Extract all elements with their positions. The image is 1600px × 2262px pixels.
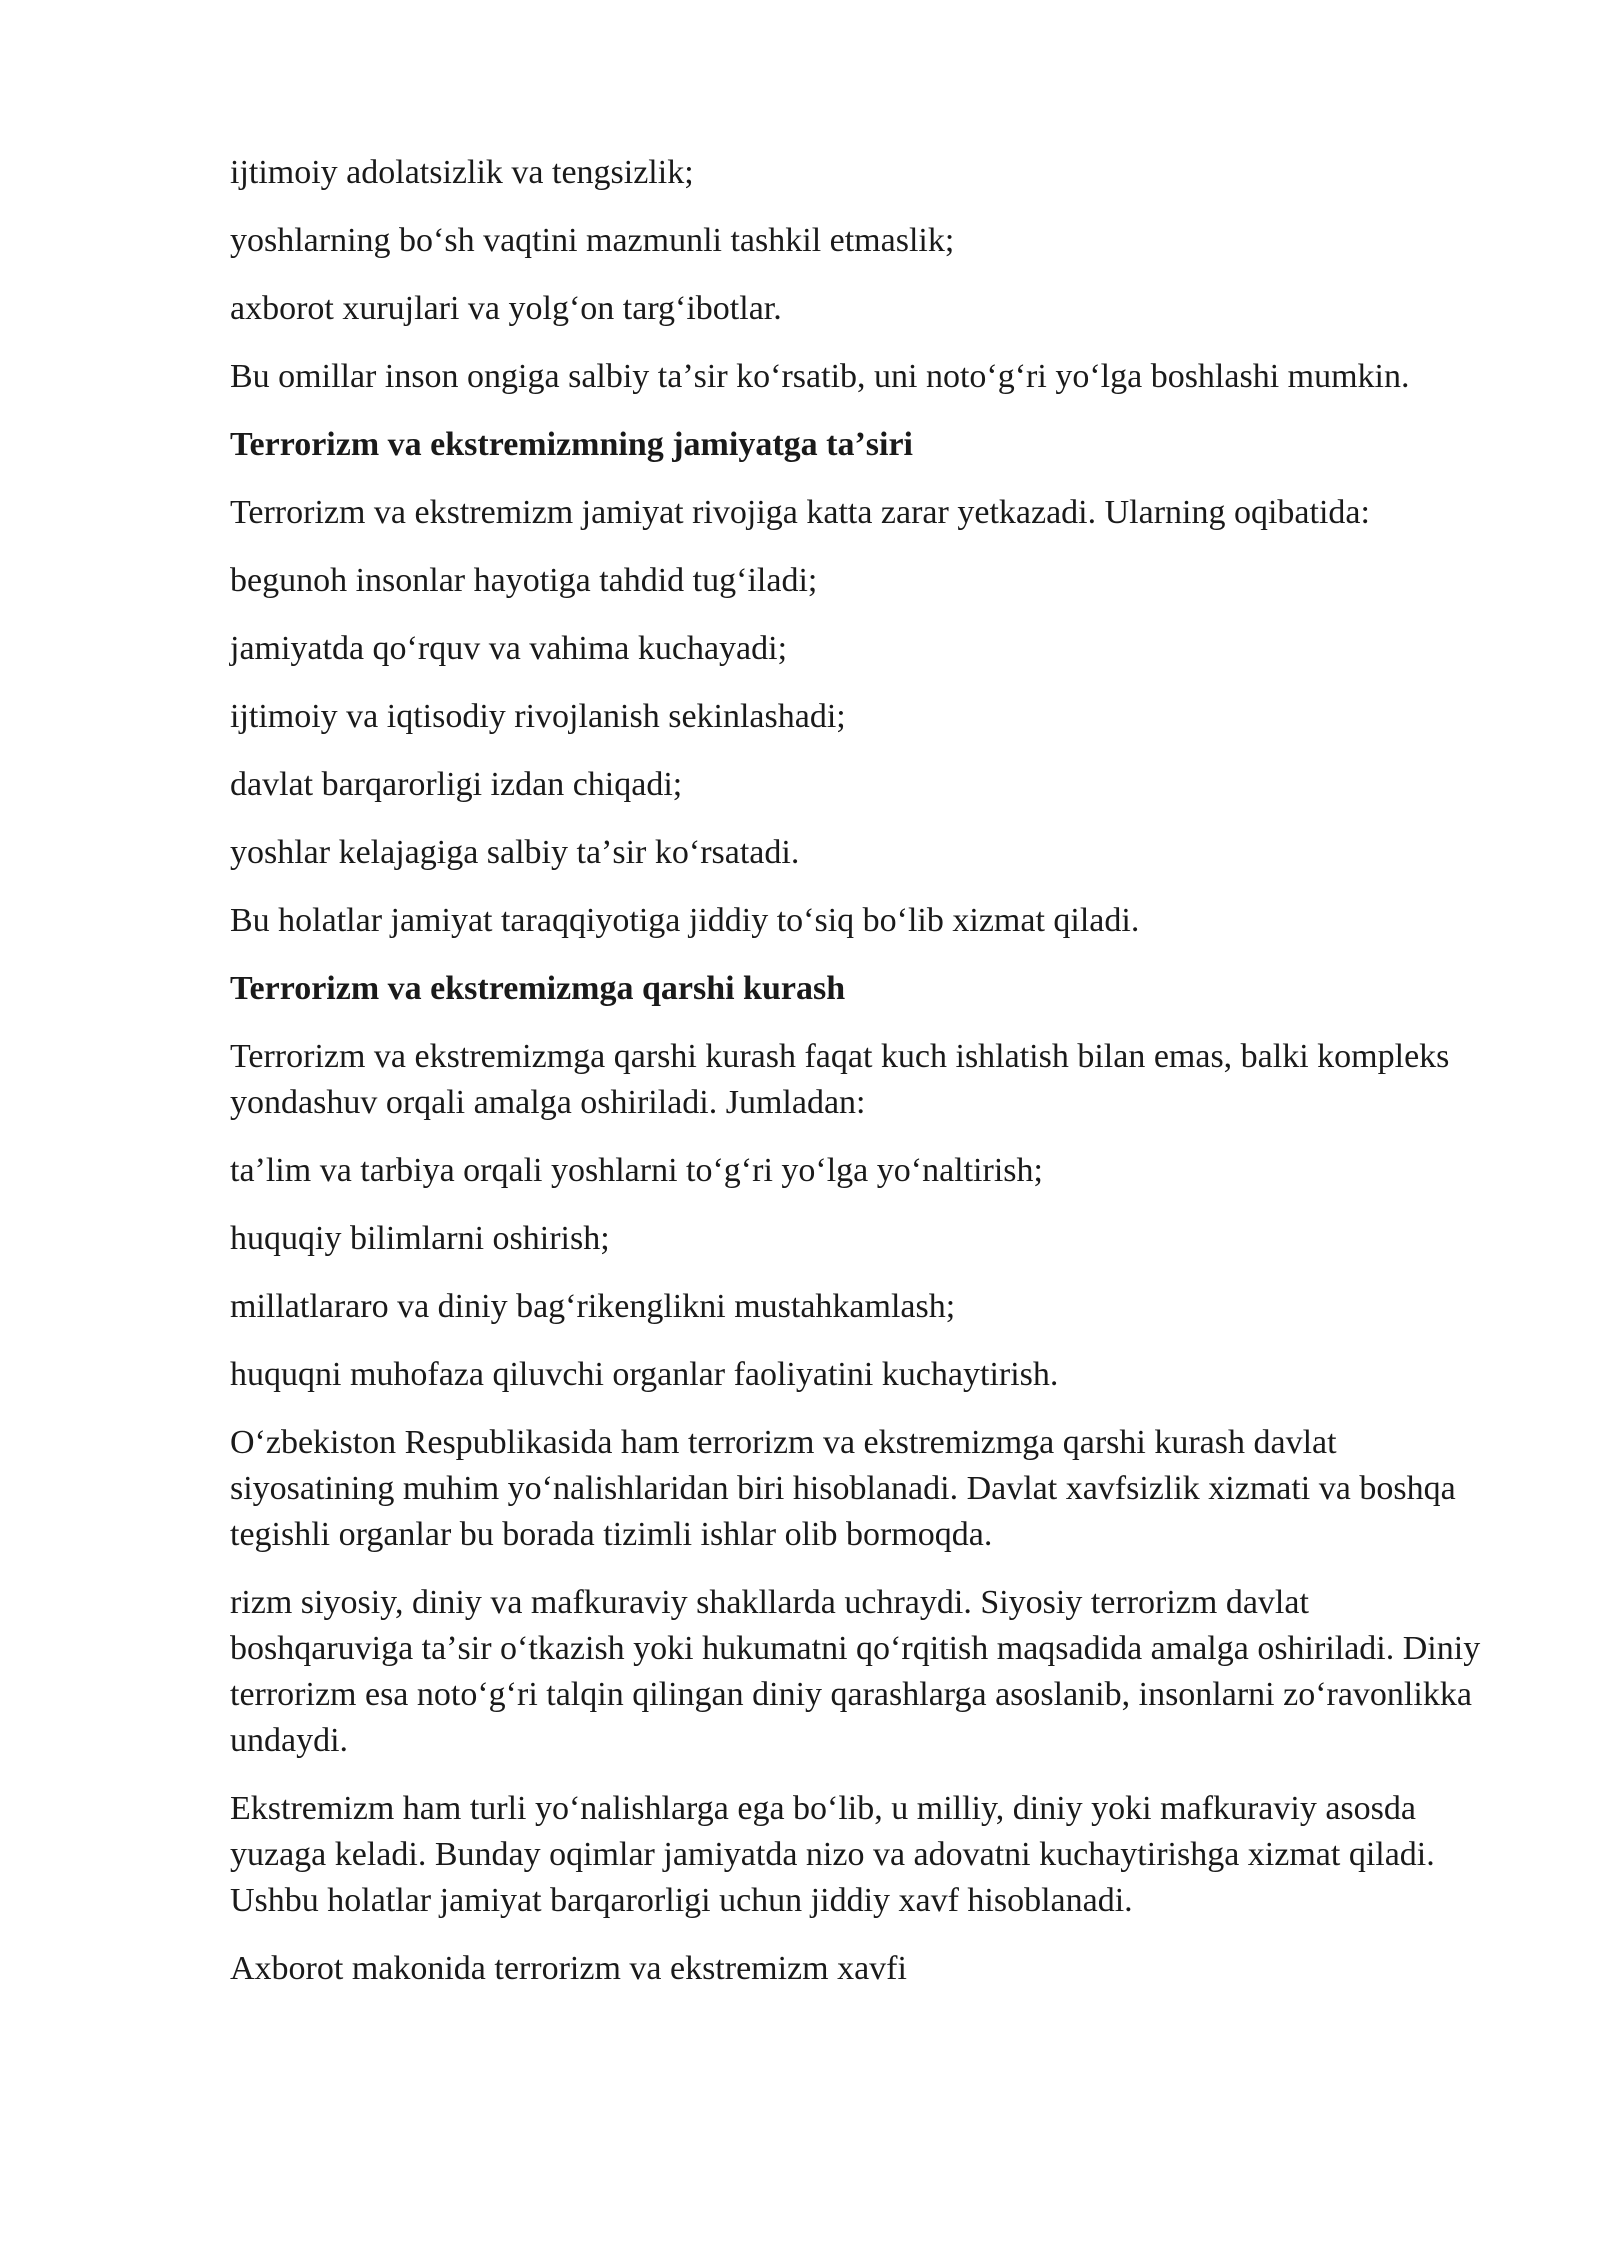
paragraph: davlat barqarorligi izdan chiqadi;: [230, 766, 683, 803]
paragraph: axborot xurujlari va yolgʻon targʻibotlar.: [230, 290, 782, 327]
paragraph: jamiyatda qoʻrquv va vahima kuchayadi;: [230, 630, 788, 667]
paragraph: Terrorizm va ekstremizmga qarshi kurash faqat kuch ishlatish bilan emas, balki kompleks yondashuv orqali amalga oshiriladi. Jumladan:: [230, 1038, 1450, 1121]
paragraph: yoshlarning boʻsh vaqtini mazmunli tashkil etmaslik;: [230, 222, 955, 259]
paragraph: yoshlar kelajagiga salbiy taʼsir koʻrsatadi.: [230, 834, 800, 871]
paragraph: begunoh insonlar hayotiga tahdid tugʻiladi;: [230, 562, 818, 599]
section-heading: Terrorizm va ekstremizmga qarshi kurash: [230, 970, 846, 1007]
paragraph: ijtimoiy va iqtisodiy rivojlanish sekinlashadi;: [230, 698, 846, 735]
paragraph: Terrorizm va ekstremizm jamiyat rivojiga katta zarar yetkazadi. Ularning oqibatida:: [230, 494, 1370, 531]
paragraph: Axborot makonida terrorizm va ekstremizm xavfi: [230, 1950, 907, 1987]
paragraph: taʼlim va tarbiya orqali yoshlarni toʻgʻri yoʻlga yoʻnaltirish;: [230, 1152, 1043, 1189]
paragraph: rizm siyosiy, diniy va mafkuraviy shakllarda uchraydi. Siyosiy terrorizm davlat boshqaruviga taʼsir oʻtkazish yoki hukumatni qoʻrqitish maqsadida amalga oshiriladi. Diniy terrorizm esa notoʻgʻri talqin qilingan diniy qarashlarga asoslanib, insonlarni zoʻravonlikka undaydi.: [230, 1584, 1481, 1759]
section-heading: Terrorizm va ekstremizmning jamiyatga taʼsiri: [230, 426, 914, 463]
paragraph: huquqni muhofaza qiluvchi organlar faoliyatini kuchaytirish.: [230, 1356, 1059, 1393]
paragraph: Ekstremizm ham turli yoʻnalishlarga ega boʻlib, u milliy, diniy yoki mafkuraviy asosda yuzaga keladi. Bunday oqimlar jamiyatda nizo va adovatni kuchaytirishga xizmat qiladi. Ushbu holatlar jamiyat barqarorligi uchun jiddiy xavf hisoblanadi.: [230, 1790, 1435, 1919]
paragraph: Bu holatlar jamiyat taraqqiyotiga jiddiy toʻsiq boʻlib xizmat qiladi.: [230, 902, 1140, 939]
paragraph: millatlararo va diniy bagʻrikenglikni mustahkamlash;: [230, 1288, 956, 1325]
document-body: [230, 150, 1500, 2014]
paragraph: Oʻzbekiston Respublikasida ham terrorizm va ekstremizmga qarshi kurash davlat siyosatining muhim yoʻnalishlaridan biri hisoblanadi. Davlat xavfsizlik xizmati va boshqa tegishli organlar bu borada tizimli ishlar olib bormoqda.: [230, 1424, 1456, 1553]
paragraph: Bu omillar inson ongiga salbiy taʼsir koʻrsatib, uni notoʻgʻri yoʻlga boshlashi mumkin.: [230, 358, 1410, 395]
paragraph: huquqiy bilimlarni oshirish;: [230, 1220, 610, 1257]
paragraph: ijtimoiy adolatsizlik va tengsizlik;: [230, 154, 694, 191]
